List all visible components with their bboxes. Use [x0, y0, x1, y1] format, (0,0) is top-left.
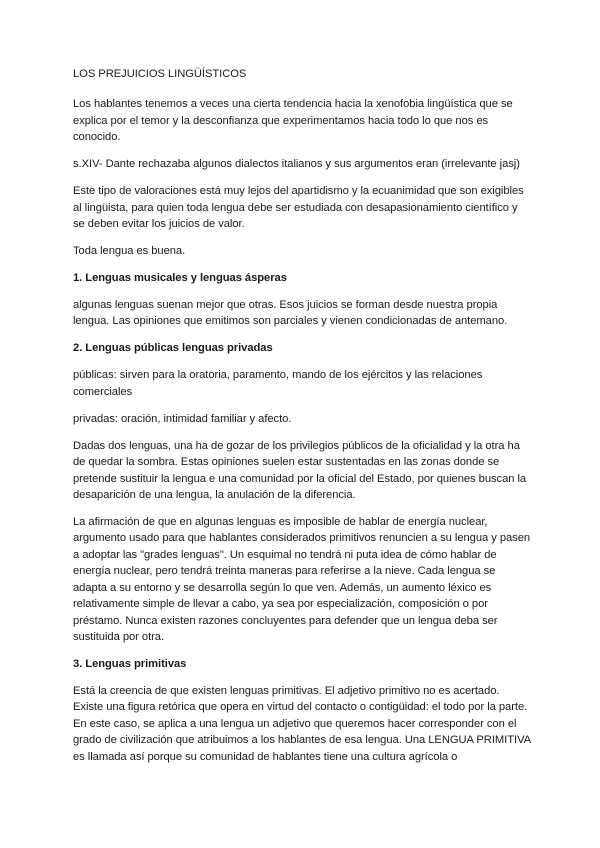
paragraph-publicas: públicas: sirven para la oratoria, paramento, mando de los ejércitos y las relaciones comerciales: [73, 369, 483, 398]
heading-lenguas-primitivas: 3. Lenguas primitivas: [73, 657, 187, 670]
paragraph-energia-nuclear: La afirmación de que en algunas lenguas es imposible de hablar de energía nuclear, argumento usado para que hablantes considerados primitivos renuncien a su lengua y pasen a adoptar las "grades lenguas". Un esquimal no tendrá ni puta idea de cómo hablar de energía nuclear, pero tendrá treinta maneras para referirse a la nieve. Cada lengua se adapta a su entorno y se desarrolla según lo que ven. Además, un aumento léxico es relativamente simple de llevar a cabo, ya sea por especialización, composición o por préstamo. Nunca existen razones concluyentes para defender que un lengua deba ser sustituida por otra.: [73, 516, 531, 643]
paragraph-valoraciones: Este tipo de valoraciones está muy lejos del apartidismo y la ecuanimidad que son exigibles al lingüista, para quien toda lengua debe ser estudiada con desapasionamiento científico y se deben evitar los juicios de valor.: [73, 185, 524, 231]
paragraph-toda-lengua: Toda lengua es buena.: [73, 245, 186, 258]
paragraph-primitivas: Está la creencia de que existen lenguas primitivas. El adjetivo primitivo no es acertado. Existe una figura retórica que opera en virtud del contacto o contigüidad: el todo por la parte. En este caso, se aplica a una lengua un adjetivo que queremos hacer corresponder con el grado de civilización que atribuimos a los hablantes de esa lengua. Una LENGUA PRIMITIVA es llamada así porque su comunidad de hablantes tiene una cultura agrícola o: [73, 684, 531, 763]
paragraph-privadas: privadas: oración, intimidad familiar y afecto.: [73, 412, 292, 425]
heading-lenguas-publicas: 2. Lenguas públicas lenguas privadas: [73, 342, 273, 355]
paragraph-dante: s.XIV- Dante rechazaba algunos dialectos italianos y sus argumentos eran (irrelevante jasj): [73, 158, 520, 171]
document-page: [73, 66, 531, 776]
heading-lenguas-musicales: 1. Lenguas musicales y lenguas ásperas: [73, 272, 287, 285]
paragraph-dos-lenguas: Dadas dos lenguas, una ha de gozar de los privilegios públicos de la oficialidad y la otra ha de quedar la sombra. Estas opiniones suelen estar sustentadas en las zonas donde se pretende sustituir la lengua e una comunidad por la oficial del Estado, por quienes buscan la desaparición de una lengua, la anulación de la diferencia.: [73, 439, 527, 502]
paragraph-xenofobia: Los hablantes tenemos a veces una cierta tendencia hacia la xenofobia lingüística que se explica por el temor y la desconfianza que experimentamos hacia todo lo que nos es conocido.: [73, 98, 513, 144]
paragraph-musicales: algunas lenguas suenan mejor que otras. Esos juicios se forman desde nuestra propia lengua. Las opiniones que emitimos son parciales y vienen condicionadas de antemano.: [73, 299, 508, 328]
document-title: LOS PREJUICIOS LINGÜÍSTICOS: [73, 68, 247, 80]
